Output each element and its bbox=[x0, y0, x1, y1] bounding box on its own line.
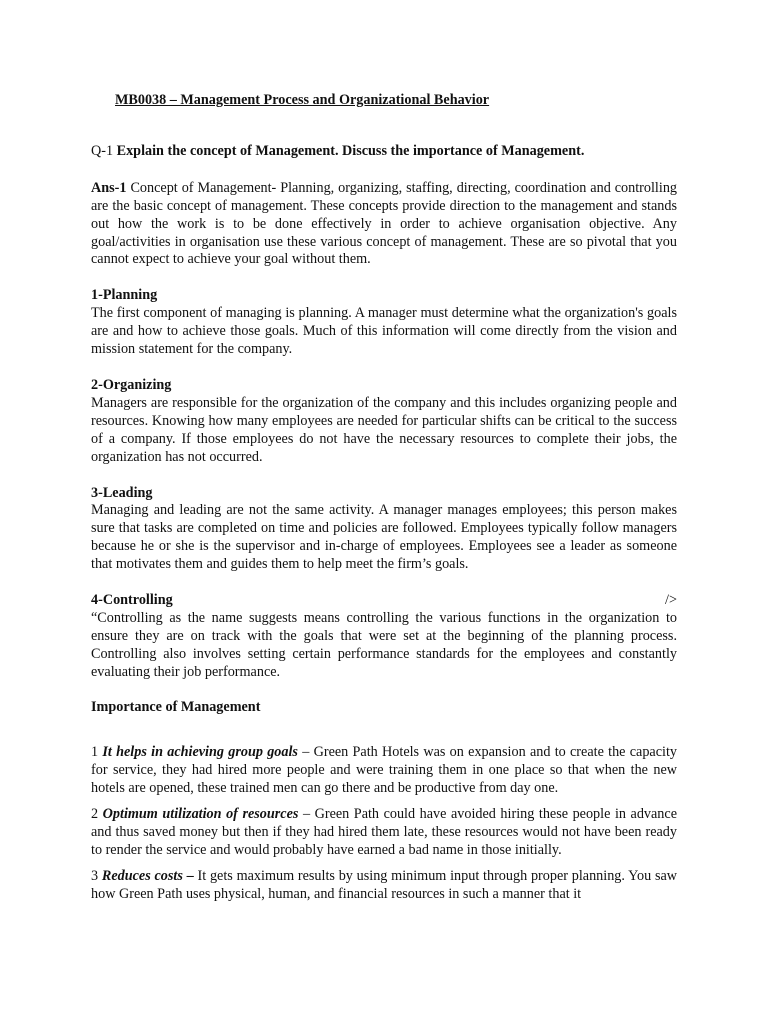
point-text: – Green Path Hotels was on expansion and to create the capacity for service, they had hired more people and were training them in one place so that when the new hotels are opened, these trained men can go there and be productive from day one. bbox=[91, 744, 677, 797]
section-leading bbox=[91, 485, 677, 575]
section-organizing bbox=[91, 377, 677, 467]
importance-point-2 bbox=[91, 806, 677, 860]
section-body: Managing and leading are not the same activity. A manager manages employees; this person makes sure that tasks are completed on time and policies are followed. Employees typically follow managers because he or she is the supervisor and in-charge of employees. Employees see a leader as someone that motivates them and guides them to help meet the firm’s goals. bbox=[91, 502, 677, 573]
section-heading: 4-Controlling bbox=[91, 592, 173, 609]
point-number: 2 bbox=[91, 806, 99, 823]
answer-1 bbox=[91, 180, 677, 270]
section-heading-row bbox=[91, 592, 677, 610]
point-text: It gets maximum results by using minimum input through proper planning. You saw how Green Path uses physical, human, and financial resources in such a manner that it bbox=[91, 867, 678, 902]
section-heading: 1-Planning bbox=[91, 287, 158, 304]
question-text: Explain the concept of Management. Discuss the importance of Management. bbox=[116, 142, 585, 159]
importance-heading: Importance of Management bbox=[91, 698, 261, 715]
question-prefix: Q-1 bbox=[91, 142, 114, 159]
stray-markup-text: /> bbox=[665, 592, 677, 609]
point-dash: – bbox=[182, 867, 194, 884]
section-body: The first component of managing is planning. A manager must determine what the organization's goals are and how to achieve those goals. Much of this information will come directly from the vision and mission statement for the company. bbox=[91, 305, 677, 358]
section-heading: 3-Leading bbox=[91, 484, 153, 501]
point-title: Optimum utilization of resources bbox=[102, 806, 299, 823]
point-title: It helps in achieving group goals bbox=[102, 744, 298, 761]
document-page bbox=[91, 92, 677, 904]
section-heading: 2-Organizing bbox=[91, 376, 172, 393]
point-text: – Green Path could have avoided hiring these people in advance and thus saved money but then if they had hired them late, these resources would not have been ready to render the service and would probably have earned a bad name in those initially. bbox=[91, 806, 677, 858]
point-title: Reduces costs bbox=[101, 867, 183, 884]
section-body: “Controlling as the name suggests means controlling the various functions in the organization to ensure they are on track with the goals that were set at the beginning of the planning process. Controlling also involves setting certain performance standards for the employees and constantly evaluating their job performance. bbox=[91, 609, 677, 680]
importance-point-3 bbox=[91, 868, 677, 904]
document-title: MB0038 – Management Process and Organizational Behavior bbox=[115, 92, 490, 108]
importance-point-1 bbox=[91, 744, 677, 798]
section-planning bbox=[91, 287, 677, 359]
answer-text: Concept of Management- Planning, organizing, staffing, directing, coordination and controlling are the basic concept of management. These concepts provide direction to the management and stands out how the work is to be done effectively in order to achieve organisation objective. Any goal/activities in organisation use these various concept of management. These are so pivotal that you cannot expect to achieve your goal without them. bbox=[91, 179, 678, 268]
point-number: 1 bbox=[91, 744, 99, 761]
answer-prefix: Ans-1 bbox=[91, 179, 127, 196]
section-body: Managers are responsible for the organization of the company and this includes organizing people and resources. Knowing how many employees are needed for particular shifts can be critical to the success of a company. If those employees do not have the necessary resources to complete their jobs, the organization has not occurred. bbox=[91, 394, 677, 465]
question-1 bbox=[91, 143, 677, 161]
section-controlling bbox=[91, 592, 677, 682]
point-number: 3 bbox=[91, 867, 99, 884]
